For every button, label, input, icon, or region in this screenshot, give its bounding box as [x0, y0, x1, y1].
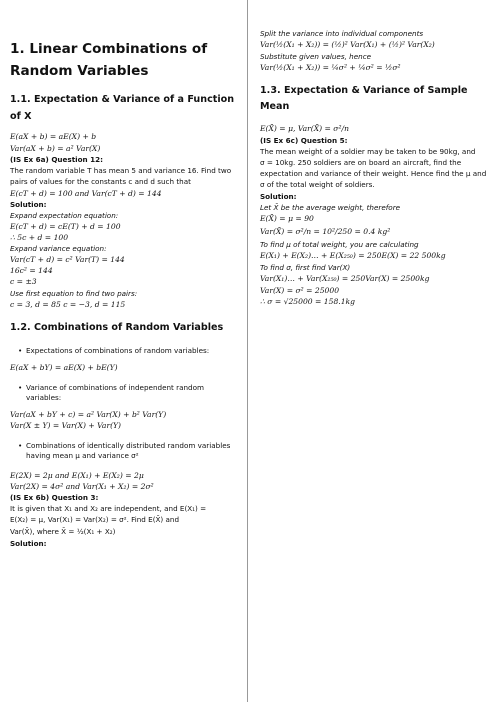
step-label: Expand variance equation:	[10, 244, 107, 253]
solution-step: E(X₁) + E(X₂)… + E(X₂₅₀) = 250E(X) = 22 500kg	[260, 251, 446, 260]
solution-label: Solution:	[260, 192, 297, 201]
step-label: Let X̄ be the average weight, therefore	[260, 203, 401, 212]
subsection-title-line1: 1.1. Expectation & Variance of a Function	[10, 94, 235, 105]
question-text-line: σ = 10kg. 250 soldiers are on board an aircraft, find the	[260, 158, 462, 167]
bullet-item: • Expectations of combinations of random variables:	[26, 346, 209, 355]
question-text-line: The random variable T has mean 5 and variance 16. Find two	[10, 166, 232, 175]
solution-step: 16c² = 144	[10, 266, 53, 275]
solution-step: ∴ σ = √25000 = 158.1kg	[260, 297, 356, 306]
step-label: Split the variance into individual components	[260, 29, 424, 38]
step-label: To find σ, first find Var(X)	[260, 263, 351, 272]
solution-label: Solution:	[10, 539, 47, 548]
solution-step: Var(½(X₁ + X₂)) = (½)² Var(X₁) + (½)² Var(X₂)	[260, 40, 435, 49]
step-label: To find μ of total weight, you are calculating	[260, 240, 419, 249]
formula-variance: Var(aX + b) = a² Var(X)	[10, 144, 101, 153]
question-text-line: pairs of values for the constants c and d such that	[10, 177, 191, 186]
solution-step: c = ±3	[10, 277, 37, 286]
question-title: (IS Ex 6b) Question 3:	[10, 493, 99, 502]
solution-step: Var(cT + d) = c² Var(T) = 144	[10, 255, 125, 264]
solution-step: E(cT + d) = cE(T) + d = 100	[10, 222, 121, 231]
question-text-line: σ of the total weight of soldiers.	[260, 180, 375, 189]
subsection-title-line2: of X	[10, 111, 32, 122]
solution-step: ∴ 5c + d = 100	[10, 233, 69, 242]
question-text-line: The mean weight of a soldier may be taken to be 90kg, and	[260, 147, 476, 156]
subsection-title-line1: 1.3. Expectation & Variance of Sample	[260, 85, 468, 96]
solution-step: c = 3, d = 85 c = −3, d = 115	[10, 300, 126, 309]
solution-step: Var(½(X₁ + X₂)) = ¼σ² + ¼σ² = ½σ²	[260, 63, 401, 72]
solution-step: Var(X̄) = σ²/n = 10²/250 = 0.4 kg²	[260, 227, 391, 236]
subsection-title: 1.2. Combinations of Random Variables	[10, 322, 224, 333]
solution-step: E(X̄) = μ = 90	[260, 214, 314, 223]
question-title: (IS Ex 6c) Question 5:	[260, 136, 348, 145]
question-text-line: expectation and variance of their weight. Hence find the μ and	[260, 169, 487, 178]
solution-step: Var(X₁)… + Var(X₂₅₀) = 250Var(X) = 2500kg	[260, 274, 430, 283]
subsection-title-line2: Mean	[260, 101, 290, 112]
step-label: Substitute given values, hence	[260, 52, 372, 61]
section-title-line2: Random Variables	[10, 63, 149, 79]
bullet-item: • Variance of combinations of independent random	[26, 383, 204, 392]
formula: E(X̄) = μ, Var(X̄) = σ²/n	[260, 124, 349, 133]
formula: E(2X) = 2μ and E(X₁) + E(X₂) = 2μ	[10, 471, 144, 480]
solution-label: Solution:	[10, 200, 47, 209]
solution-step: Var(X) = σ² = 25000	[260, 286, 340, 295]
bullet-item: • Combinations of identically distributed random variables	[26, 441, 230, 450]
formula: Var(aX + bY + c) = a² Var(X) + b² Var(Y)	[10, 410, 167, 419]
step-label: Expand expectation equation:	[10, 211, 119, 220]
question-text-line: E(X₂) = μ, Var(X₁) = Var(X₂) = σ². Find E(X̄) and	[10, 515, 180, 524]
formula: Var(X ± Y) = Var(X) + Var(Y)	[10, 421, 122, 430]
question-text-line: E(cT + d) = 100 and Var(cT + d) = 144	[10, 189, 162, 198]
question-text-line: It is given that X₁ and X₂ are independent, and E(X₁) =	[10, 504, 207, 513]
formula: Var(2X) = 4σ² and Var(X₁ + X₂) = 2σ²	[10, 482, 154, 491]
question-title: (IS Ex 6a) Question 12:	[10, 155, 104, 164]
formula-expectation: E(aX + b) = aE(X) + b	[10, 132, 97, 141]
step-label: Use first equation to find two pairs:	[10, 289, 138, 298]
bullet-item-cont: having mean μ and variance σ²	[26, 451, 139, 460]
formula: E(aX + bY) = aE(X) + bE(Y)	[10, 363, 118, 372]
bullet-item-cont: variables:	[26, 393, 62, 402]
question-text-line: Var(X̄), where X̄ = ½(X₁ + X₂)	[10, 527, 116, 536]
section-title-line1: 1. Linear Combinations of	[10, 41, 208, 57]
